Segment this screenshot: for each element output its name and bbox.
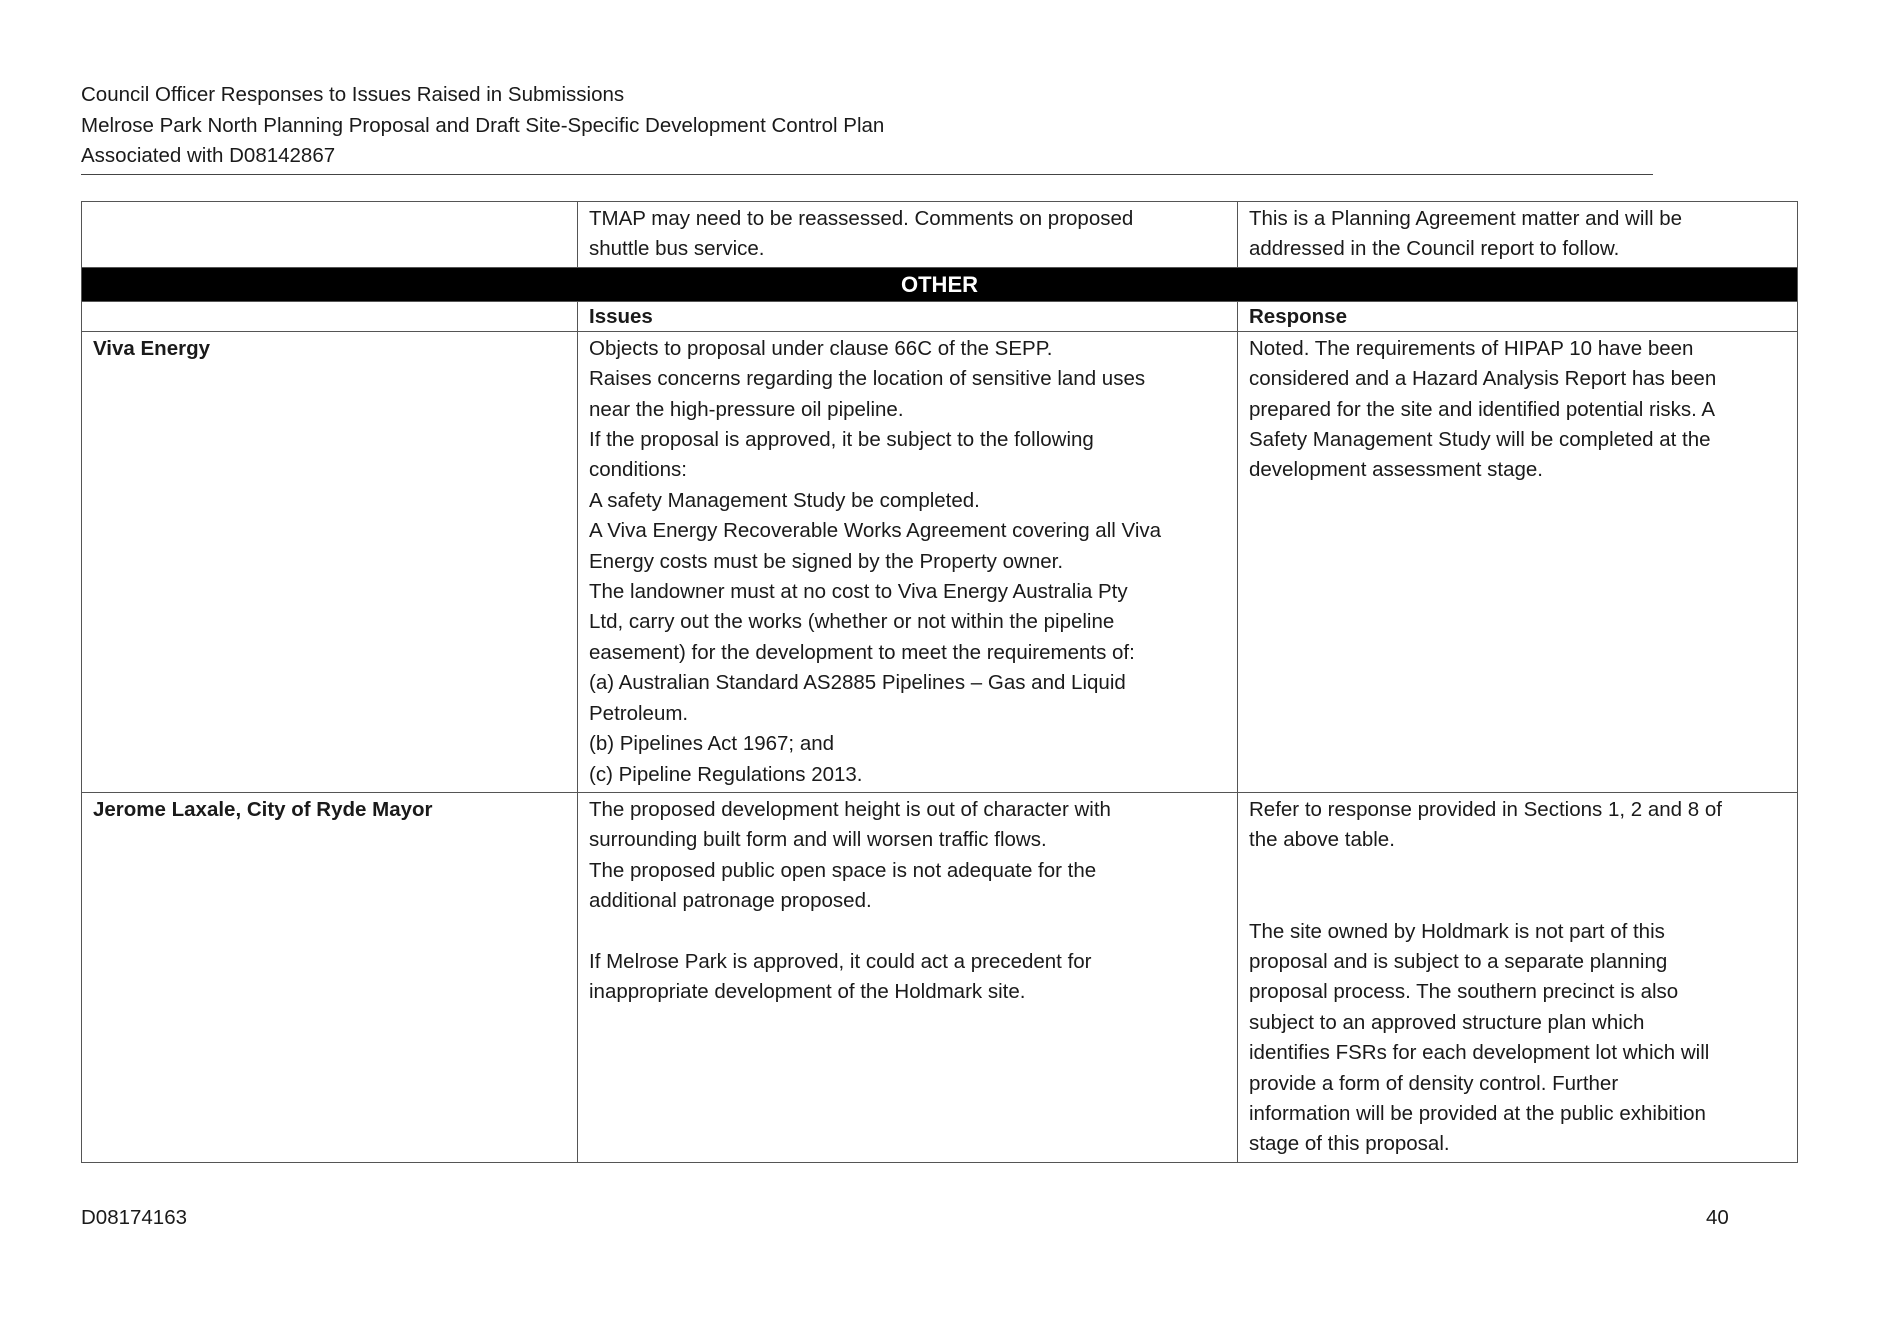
text-line: surrounding built form and will worsen traffic flows.: [589, 828, 1047, 852]
text-line: This is a Planning Agreement matter and will be: [1249, 207, 1683, 230]
text-line: near the high-pressure oil pipeline.: [589, 397, 904, 421]
table-row: [82, 792, 1798, 1162]
text-line: Safety Management Study will be completed at the: [1249, 428, 1711, 452]
table-row: [82, 331, 1798, 792]
text-line: additional patronage proposed.: [589, 889, 872, 913]
column-header-issues: Issues: [578, 301, 1238, 331]
text-line: Energy costs must be signed by the Property owner.: [589, 549, 1064, 573]
text-line: subject to an approved structure plan which: [1249, 1010, 1645, 1034]
text-line: A safety Management Study be completed.: [589, 488, 980, 512]
submitter-cell: Jerome Laxale, City of Ryde Mayor: [82, 792, 578, 1162]
text-line: shuttle bus service.: [589, 237, 765, 261]
submitter-cell: Viva Energy: [82, 331, 578, 792]
text-line: development assessment stage.: [1249, 458, 1543, 482]
header-title: Council Officer Responses to Issues Raised in Submissions: [81, 83, 625, 106]
submitter-cell: [82, 202, 578, 268]
paragraph-gap: [1249, 886, 1786, 916]
text-line: proposal and is subject to a separate planning: [1249, 949, 1668, 973]
text-line: identifies FSRs for each development lot which will: [1249, 1041, 1710, 1065]
text-line: proposal process. The southern precinct is also: [1249, 980, 1679, 1004]
text-line: easement) for the development to meet the requirements of:: [589, 640, 1135, 664]
column-header-row: [82, 301, 1798, 331]
text-line: (a) Australian Standard AS2885 Pipelines – Gas and Liquid: [589, 671, 1126, 695]
page-header: [81, 80, 1653, 175]
paragraph-gap: [1249, 856, 1786, 886]
text-line: The proposed public open space is not adequate for the: [589, 858, 1097, 882]
issues-cell: [578, 331, 1238, 792]
response-cell: [1238, 331, 1798, 792]
text-line: Noted. The requirements of HIPAP 10 have been: [1249, 336, 1694, 360]
header-reference: Associated with D08142867: [81, 144, 336, 167]
text-line: If Melrose Park is approved, it could act a precedent for: [589, 949, 1092, 973]
text-line: A Viva Energy Recoverable Works Agreement covering all Viva: [589, 519, 1162, 543]
text-line: The proposed development height is out of character with: [589, 797, 1111, 821]
column-header-response: Response: [1238, 301, 1798, 331]
text-line: (b) Pipelines Act 1967; and: [589, 732, 835, 756]
text-line: inappropriate development of the Holdmark site.: [589, 980, 1026, 1004]
table-row: [82, 202, 1798, 268]
column-header-submitter: [82, 301, 578, 331]
response-cell: [1238, 792, 1798, 1162]
issues-cell: [578, 792, 1238, 1162]
response-cell: [1238, 202, 1798, 268]
text-line: The site owned by Holdmark is not part of this: [1249, 919, 1665, 943]
text-line: If the proposal is approved, it be subject to the following: [589, 428, 1094, 452]
text-line: (c) Pipeline Regulations 2013.: [589, 762, 863, 786]
text-line: conditions:: [589, 458, 688, 482]
issues-cell: [578, 202, 1238, 268]
text-line: provide a form of density control. Further: [1249, 1071, 1619, 1095]
text-line: Refer to response provided in Sections 1, 2 and 8 of: [1249, 797, 1722, 821]
text-line: addressed in the Council report to follow.: [1249, 237, 1620, 261]
header-subtitle: Melrose Park North Planning Proposal and Draft Site-Specific Development Control Plan: [81, 113, 885, 137]
footer-doc-number: D08174163: [81, 1206, 188, 1229]
text-line: Ltd, carry out the works (whether or not within the pipeline: [589, 610, 1115, 634]
text-line: information will be provided at the public exhibition: [1249, 1101, 1706, 1125]
text-line: The landowner must at no cost to Viva Energy Australia Pty: [589, 580, 1128, 604]
text-line: Petroleum.: [589, 701, 689, 725]
text-line: TMAP may need to be reassessed. Comments on proposed: [589, 207, 1134, 230]
text-line: prepared for the site and identified potential risks. A: [1249, 397, 1716, 421]
text-line: stage of this proposal.: [1249, 1132, 1450, 1156]
paragraph-gap: [589, 917, 1226, 947]
section-header-row: [82, 267, 1798, 301]
text-line: the above table.: [1249, 828, 1395, 852]
text-line: Objects to proposal under clause 66C of the SEPP.: [589, 336, 1053, 360]
text-line: Raises concerns regarding the location of sensitive land uses: [589, 367, 1146, 391]
section-title: OTHER: [82, 267, 1798, 301]
submissions-table: [81, 201, 1798, 1163]
footer-page-number: 40: [1706, 1206, 1729, 1229]
text-line: considered and a Hazard Analysis Report has been: [1249, 367, 1717, 391]
